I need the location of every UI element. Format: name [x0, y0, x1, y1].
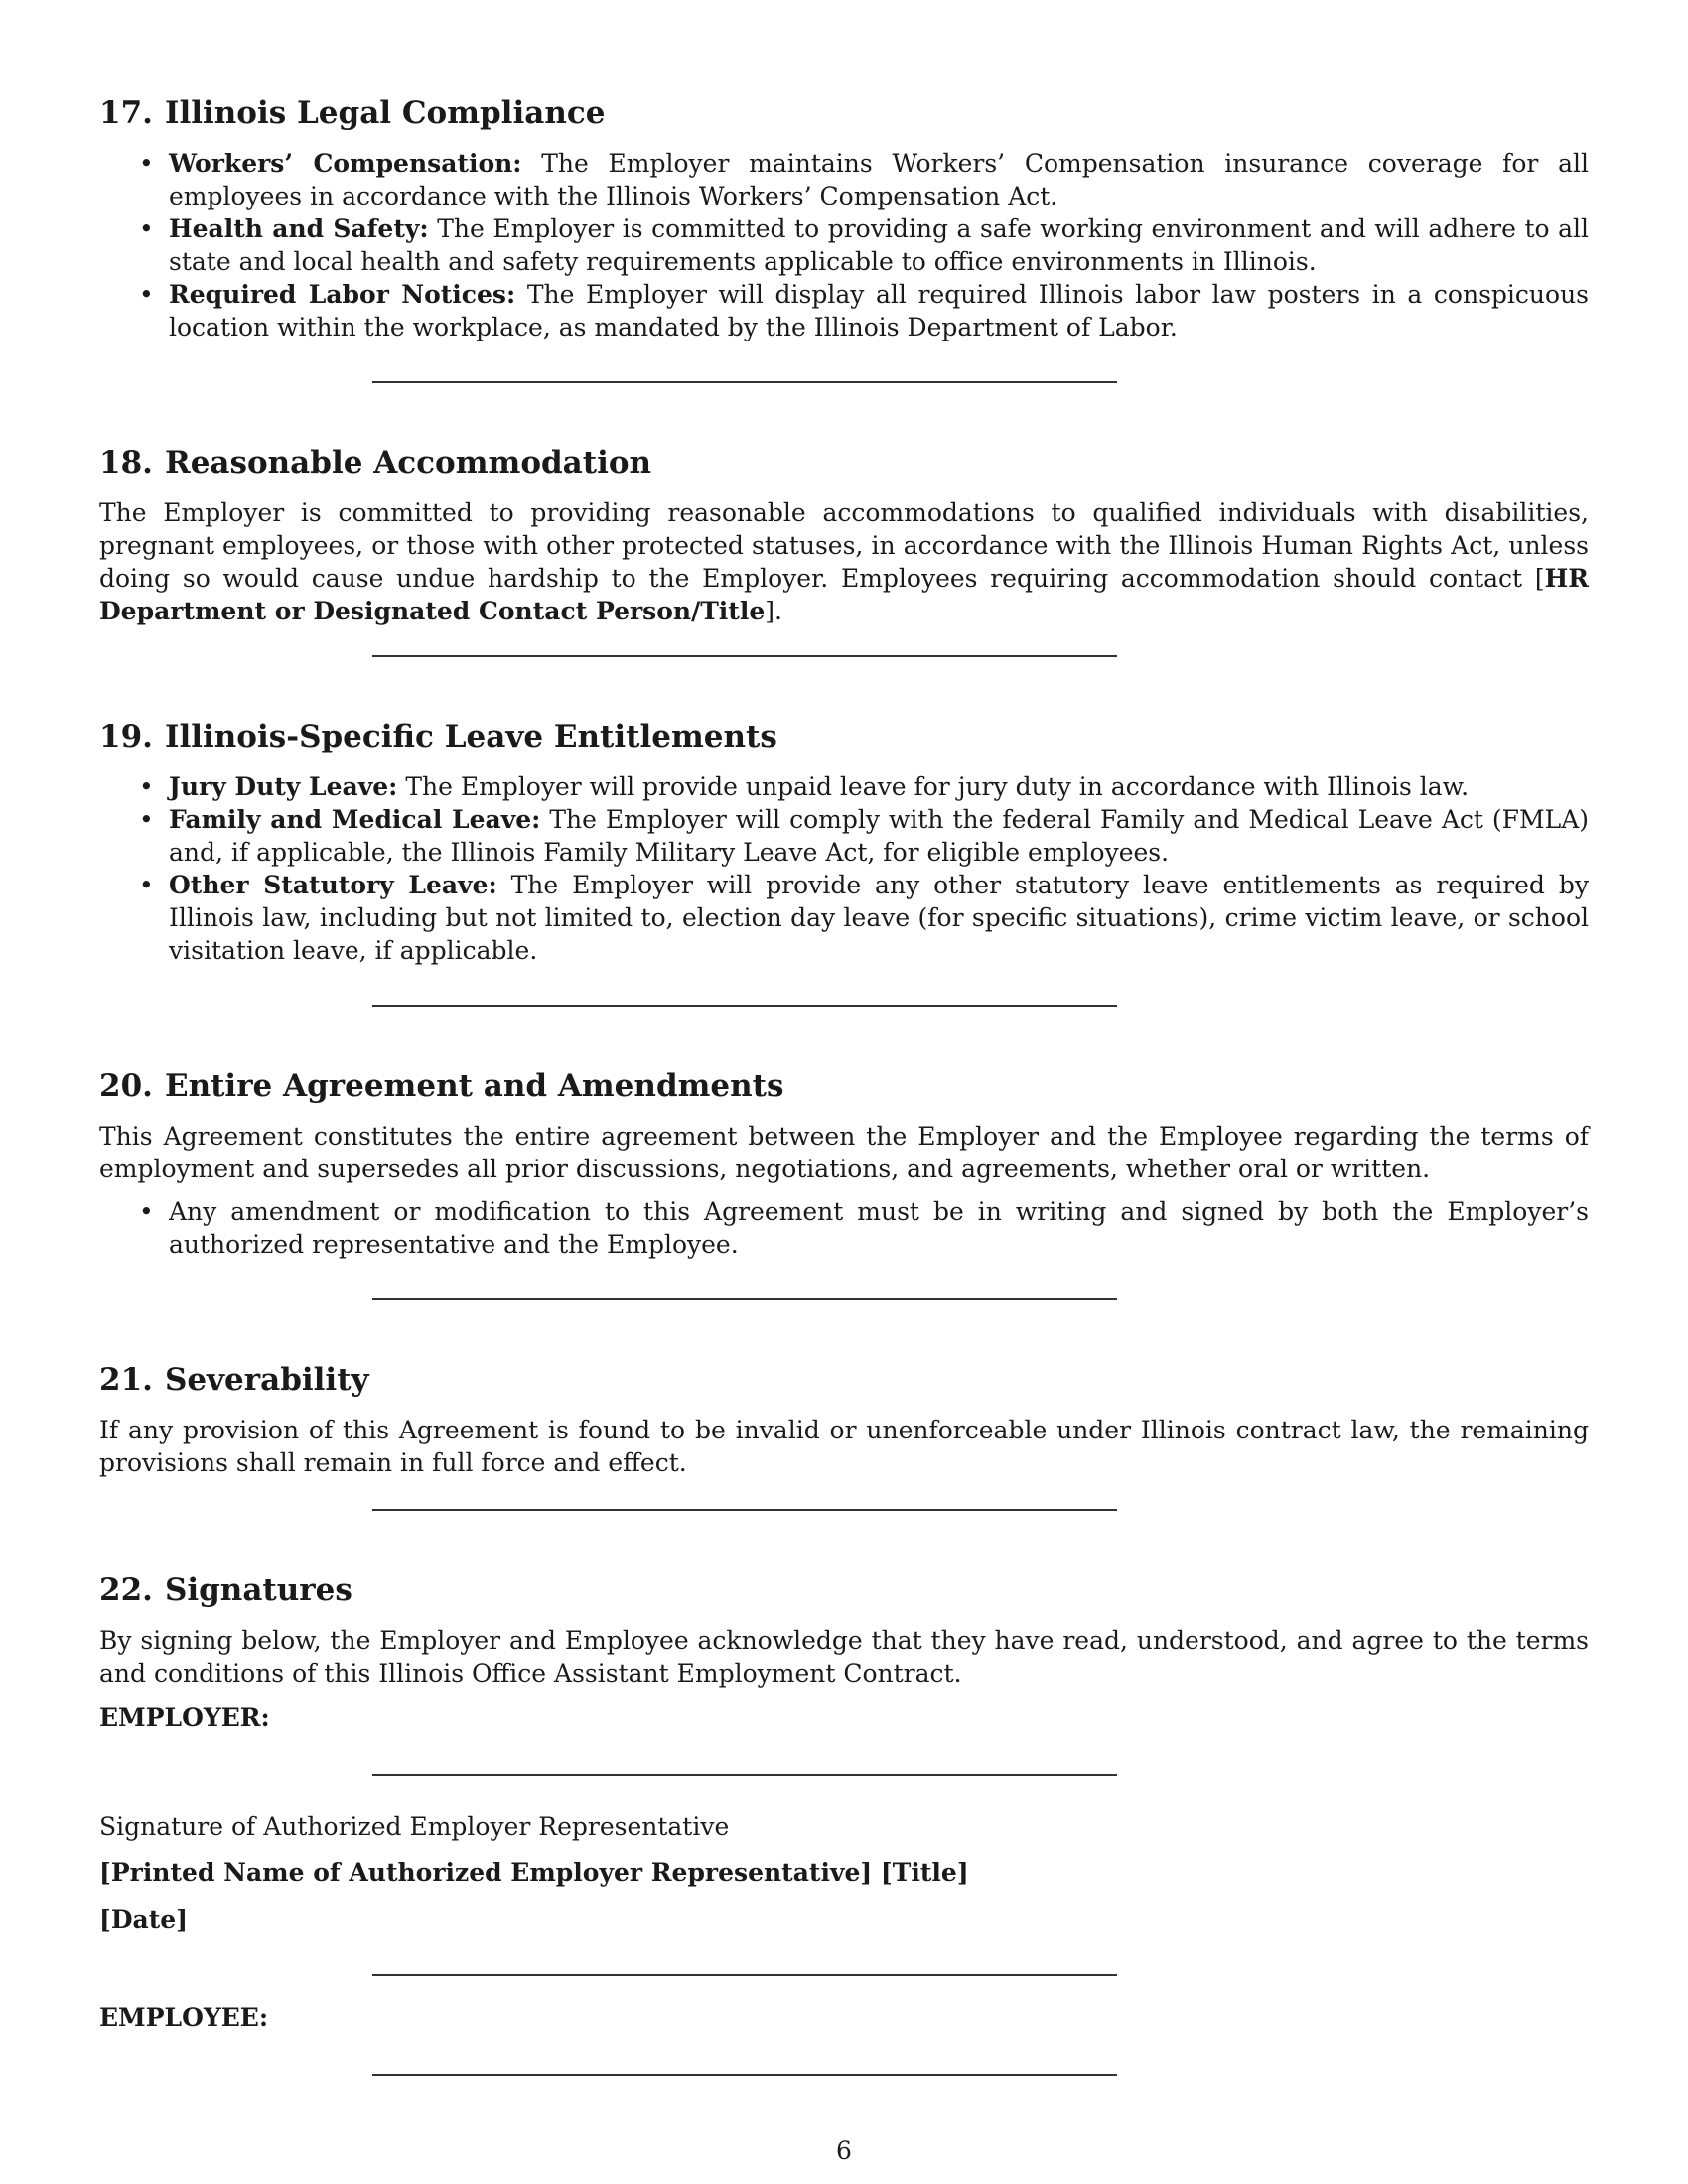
section-title: Illinois Legal Compliance — [164, 95, 606, 131]
item-label: Jury Duty Leave: — [169, 772, 398, 801]
section-divider — [372, 1005, 1117, 1007]
page-content — [99, 93, 1589, 2076]
section-divider — [372, 1298, 1117, 1300]
section-title: Illinois-Specific Leave Entitlements — [164, 719, 777, 754]
employer-signature-line[interactable] — [372, 1774, 1117, 1776]
list-item — [169, 147, 1589, 212]
list-item — [169, 1195, 1589, 1261]
section-22-paragraph: By signing below, the Employer and Employee acknowledge that they have read, understood, and agree to the terms and conditions of this Illinois Office Assistant Employment Contract. — [99, 1626, 1589, 1688]
date-placeholder: Date — [110, 1905, 177, 1934]
section-number: 17. — [99, 95, 153, 131]
section-20-paragraph: This Agreement constitutes the entire agreement between the Employer and the Employee regarding the terms of employment and supersedes all prior discussions, negotiations, and agreements, whether oral or written. — [99, 1122, 1589, 1183]
item-text: The Employer will provide any other statutory leave entitlements as required by Illinois law, including but not limited to, election day leave (for specific situations), crime victim leave, or school visitation leave, if applicable. — [169, 871, 1589, 965]
section-number: 19. — [99, 719, 153, 754]
item-text: The Employer will provide unpaid leave for jury duty in accordance with Illinois law. — [397, 772, 1470, 801]
item-label: Health and Safety: — [169, 214, 429, 243]
title-placeholder: Title — [892, 1858, 957, 1887]
date-field: [Date] — [99, 1905, 189, 1934]
section-18-heading — [99, 443, 1589, 482]
section-divider — [372, 1974, 1117, 1976]
paragraph-text-end: ]. — [765, 597, 782, 625]
section-19-list — [99, 770, 1589, 967]
list-item — [169, 770, 1589, 803]
employer-label: EMPLOYER: — [99, 1704, 270, 1732]
placeholder-contact: HR Department or Designated Contact Person/Title — [99, 564, 1589, 625]
item-label: Required Labor Notices: — [169, 280, 516, 309]
section-17-list — [99, 147, 1589, 343]
section-17-heading — [99, 93, 1589, 133]
item-text: The Employer is committed to providing a safe working environment and will adhere to all state and local health and safety requirements applicable to office environments in Illinois. — [169, 214, 1589, 276]
section-18-paragraph — [99, 496, 1589, 627]
section-number: 21. — [99, 1362, 153, 1398]
item-text: The Employer will comply with the federal Family and Medical Leave Act (FMLA) and, if applicable, the Illinois Family Military Leave Act, for eligible employees. — [169, 805, 1589, 867]
employee-label: EMPLOYEE: — [99, 2003, 269, 2032]
section-title: Signatures — [164, 1572, 352, 1608]
item-text: The Employer maintains Workers’ Compensation insurance coverage for all employees in accordance with the Illinois Workers’ Compensation Act. — [169, 149, 1589, 210]
printed-name-field: [Printed Name of Authorized Employer Representative] [Title] — [99, 1858, 969, 1887]
list-item — [169, 278, 1589, 343]
list-item — [169, 212, 1589, 278]
printed-name-placeholder: Printed Name of Authorized Employer Representative — [110, 1858, 861, 1887]
item-label: Other Statutory Leave: — [169, 871, 497, 899]
list-item — [169, 869, 1589, 967]
section-divider — [372, 381, 1117, 383]
section-number: 22. — [99, 1572, 153, 1608]
section-title: Severability — [164, 1362, 369, 1398]
page-number: 6 — [836, 2136, 852, 2165]
list-item — [169, 803, 1589, 869]
section-title: Reasonable Accommodation — [164, 445, 652, 480]
section-title: Entire Agreement and Amendments — [164, 1068, 784, 1104]
section-19-heading — [99, 717, 1589, 756]
item-label: Workers’ Compensation: — [169, 149, 522, 178]
paragraph-text: The Employer is committed to providing reasonable accommodations to qualified individuals with disabilities, pregnant employees, or those with other protected statuses, in accordance with the Illinois Human Rights Act, unless doing so would cause undue hardship to the Employer. Employees requiring accommodation should contact [ — [99, 498, 1589, 593]
section-20-list — [99, 1195, 1589, 1261]
item-label: Family and Medical Leave: — [169, 805, 541, 834]
section-divider — [372, 655, 1117, 657]
section-number: 18. — [99, 445, 153, 480]
item-text: The Employer will display all required Illinois labor law posters in a conspicuous location within the workplace, as mandated by the Illinois Department of Labor. — [169, 280, 1589, 341]
section-divider — [372, 1509, 1117, 1511]
employee-signature-line[interactable] — [372, 2074, 1117, 2076]
item-text: Any amendment or modification to this Agreement must be in writing and signed by both the Employer’s authorized representative and the Employee. — [169, 1197, 1589, 1259]
section-22-heading — [99, 1570, 1589, 1610]
section-21-heading — [99, 1360, 1589, 1400]
section-20-heading — [99, 1066, 1589, 1106]
section-number: 20. — [99, 1068, 153, 1104]
section-21-paragraph: If any provision of this Agreement is found to be invalid or unenforceable under Illinois contract law, the remaining provisions shall remain in full force and effect. — [99, 1416, 1589, 1477]
employer-signature-caption: Signature of Authorized Employer Representative — [99, 1812, 730, 1841]
